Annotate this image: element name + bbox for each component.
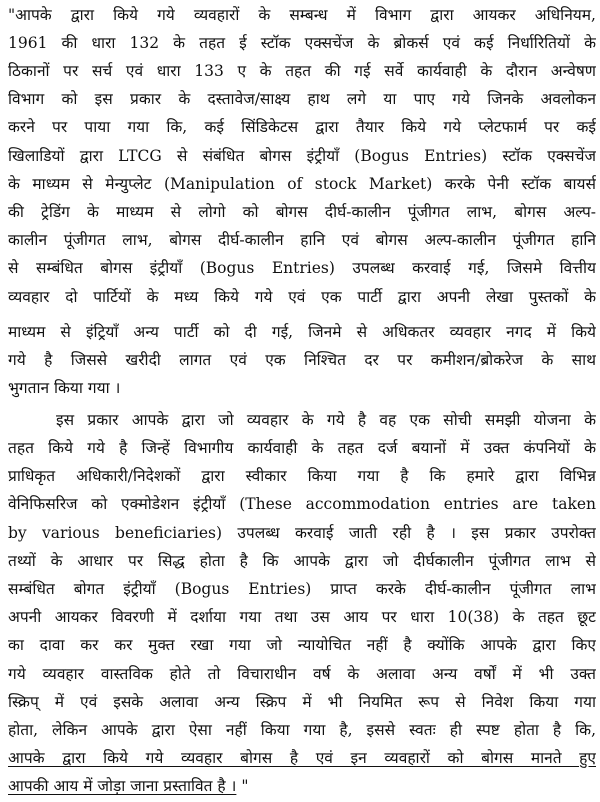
closing-quote: " <box>236 777 249 795</box>
paragraph-2-line: सम्बंधित बोगत इंट्रीयॉं (Bogus Entries) प्राप्त करके दीर्घ-कालीन पूंजीगत लाभ <box>8 580 596 598</box>
paragraph-2-line: होता, लेकिन आपके द्वारा ऐसा नहीं किया गया है, इससे स्वतः ही स्पष्ट होता है कि, <box>8 721 596 739</box>
paragraph-2-line: प्राधिकृत अधिकारी/निदेशकों द्वारा स्वीकार किया गया है कि हमारे द्वारा विभिन्न <box>8 467 596 485</box>
paragraph-2-underlined-line: आपके द्वारा किये गये व्यवहार बोगस है एवं इन व्यवहारों को बोगस मानते हुए <box>8 749 596 767</box>
paragraph-1-line: माध्यम से इंट्रियॉं अन्य पार्टी को दी गई, जिनमे से अधिकतर व्यवहार नगद में किये <box>8 323 596 341</box>
paragraph-2-line: इस प्रकार आपके द्वारा जो व्यवहार के गये है वह एक सोची समझी योजना के <box>56 411 596 429</box>
closing-line <box>8 776 248 796</box>
paragraph-2-line: तथ्यों के आधार पर सिद्ध होता है कि आपके द्वारा जो दीर्घकालीन पूंजीगत लाभ से <box>8 552 596 570</box>
paragraph-2-line: का दावा कर कर मुक्त रखा गया जो न्यायोचित नहीं है क्योंकि आपके द्वारा किए <box>8 636 596 654</box>
paragraph-1-line: करने पर पाया गया कि, कई सिंडिकेटस द्वारा तैयार किये गये प्लेटफार्म पर कई <box>8 118 596 136</box>
paragraph-1-line: के माध्यम से मेन्युप्लेट (Manipulation of stock Market) करके पेनी स्टॉक बायर्स <box>8 175 596 193</box>
paragraph-1-line: "आपके द्वारा किये गये व्यवहारों के सम्बन्ध में विभाग द्वारा आयकर अधिनियम, <box>8 6 596 24</box>
paragraph-2-line: अपनी आयकर विवरणी में दर्शाया गया तथा उस आय पर धारा 10(38) के तहत छूट <box>8 608 596 626</box>
paragraph-2-line: by various beneficiaries) उपलब्ध करवाई जाती रही है । इस प्रकार उपरोक्त <box>8 524 596 542</box>
paragraph-2-line: स्क्रिप् में एवं इसके अलावा अन्य स्क्रिप में भी नियमित रूप से निवेश किया गया <box>8 693 596 711</box>
paragraph-2-line: तहत किये गये है जिन्हें विभागीय कार्यवाही के तहत दर्ज बयानों में उक्त कंपनियों के <box>8 439 596 457</box>
paragraph-1-line: कालीन पूंजीगत लाभ, बोगस दीर्घ-कालीन हानि एवं बोगस अल्प-कालीन पूंजीगत हानि <box>8 231 596 249</box>
paragraph-2-underlined-line: आपकी आय में जोड़ा जाना प्रस्तावित है । <box>8 777 237 795</box>
paragraph-1-line: ठिकानों पर सर्च एवं धारा 133 ए के तहत की गई सर्वे कार्यवाही के दौरान अन्वेषण <box>8 62 596 80</box>
paragraph-1-line: भुगतान किया गया । <box>8 379 121 397</box>
paragraph-1-line: 1961 की धारा 132 के तहत ई स्टॉक एक्सचेंज के ब्रोकर्स एवं कई निर्धारितियों के <box>8 34 596 52</box>
paragraph-2-line: गये व्यवहार वास्तविक होते तो विचाराधीन वर्ष के अलावा अन्य वर्षों में भी उक्त <box>8 665 596 683</box>
paragraph-1-line: विभाग को इस प्रकार के दस्तावेज/साक्ष्य हाथ लगे या पाए गये जिनके अवलोकन <box>8 90 596 108</box>
paragraph-2-line: वेनिफिसरिज को एक्मोडेशन इंट्रीयॉं (These accommodation entries are taken <box>8 495 596 513</box>
paragraph-1-line: से सम्बंधित बोगस इंट्रीयॉं (Bogus Entries) उपलब्ध करवाई गई, जिसमे वित्तीय <box>8 259 596 277</box>
paragraph-1-line: की ट्रेडिंग के माध्यम से लोगो को बोगस दीर्घ-कालीन पूंजीगत लाभ, बोगस अल्प- <box>8 203 596 221</box>
paragraph-1-line: व्यवहार दो पार्टियों के मध्य किये गये एवं एक पार्टी द्वारा अपनी लेखा पुस्तकों के <box>8 288 596 306</box>
paragraph-1-line: खिलाडियों द्वारा LTCG से संबंधित बोगस इंट्रीयॉं (Bogus Entries) स्टॉक एक्सचेंज <box>8 147 596 165</box>
paragraph-1-line: गये है जिससे खरीदी लागत एवं एक निश्चित दर पर कमीशन/ब्रोकरेज के साथ <box>8 351 596 369</box>
